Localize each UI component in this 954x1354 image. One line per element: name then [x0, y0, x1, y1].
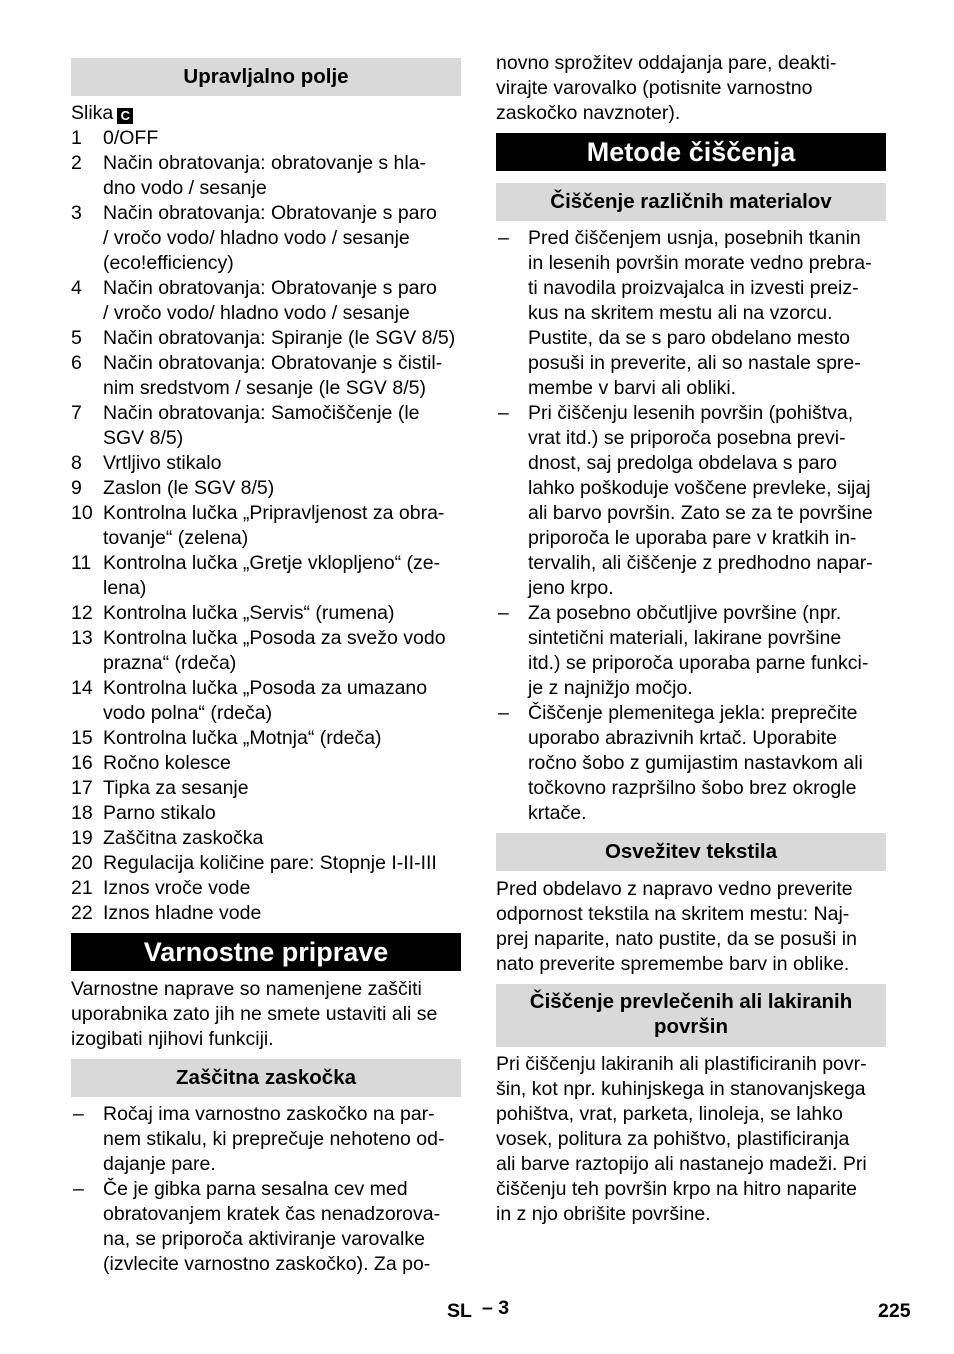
- paragraph-line: zaskočko navznoter).: [496, 102, 681, 124]
- list-item-text: lena): [103, 577, 147, 599]
- bullet-text: Za posebno občutljive površine (npr.: [528, 602, 842, 624]
- list-item-number: 13: [71, 627, 93, 649]
- paragraph-line: ali barve raztopijo ali nastanejo madeži. Pri: [496, 1153, 867, 1175]
- list-item-text: (eco!efficiency): [103, 252, 234, 274]
- list-item-text: Kontrolna lučka „Pripravljenost za obra-: [103, 502, 445, 524]
- bullet-text: jeno krpo.: [528, 577, 614, 599]
- section-heading-textiles: [496, 833, 886, 871]
- list-item-number: 6: [71, 352, 82, 374]
- list-item-number: 7: [71, 402, 82, 424]
- list-item-number: 5: [71, 327, 82, 349]
- bullet-text: krtače.: [528, 802, 587, 824]
- footer-page-number: 225: [878, 1300, 911, 1322]
- paragraph-line: in z njo obrišite površine.: [496, 1203, 711, 1225]
- list-item-text: vodo polna“ (rdeča): [103, 702, 273, 724]
- paragraph-line: Varnostne naprave so namenjene zaščiti: [71, 978, 422, 1000]
- paragraph-line: virajte varovalko (potisnite varnostno: [496, 77, 813, 99]
- list-item-text: Parno stikalo: [103, 802, 216, 824]
- bullet-text: (izvlecite varnostno zaskočko). Za po-: [103, 1253, 431, 1275]
- paragraph-line: prej naparite, nato pustite, da se posuši in: [496, 928, 857, 950]
- bullet-text: nem stikalu, ki preprečuje nehoteno od-: [103, 1128, 445, 1150]
- figure-label: Slika: [71, 102, 114, 124]
- list-item-text: Zaščitna zaskočka: [103, 827, 264, 849]
- figure-c-icon: C: [117, 108, 133, 124]
- list-item-number: 9: [71, 477, 82, 499]
- section-heading-coated: [496, 984, 886, 1047]
- bullet-text: membe v barvi ali obliki.: [528, 377, 737, 399]
- list-item-text: Kontrolna lučka „Motnja“ (rdeča): [103, 727, 382, 749]
- paragraph-line: vosek, politura za pohištvo, plastificiranja: [496, 1128, 850, 1150]
- figure-reference: [71, 101, 133, 126]
- bullet-text: ročno šobo z gumijastim nastavkom ali: [528, 752, 863, 774]
- list-item-text: Vrtljivo stikalo: [103, 452, 222, 474]
- bullet-text: točkovno razpršilno šobo brez okrogle: [528, 777, 857, 799]
- bullet-text: itd.) se priporoča uporaba parne funkci-: [528, 652, 869, 674]
- list-item-number: 8: [71, 452, 82, 474]
- section-heading-safety: Varnostne priprave: [71, 933, 461, 971]
- bullet-dash: –: [498, 602, 509, 624]
- list-item-text: Iznos vroče vode: [103, 877, 251, 899]
- bullet-text: vrat itd.) se priporoča posebna previ-: [528, 427, 846, 449]
- bullet-text: dnost, saj predolga obdelava s paro: [528, 452, 837, 474]
- list-item-number: 3: [71, 202, 82, 224]
- heading-text: Osvežitev tekstila: [604, 840, 778, 863]
- list-item-number: 14: [71, 677, 93, 699]
- bullet-text: posuši in preverite, ali so nastale spre-: [528, 352, 861, 374]
- list-item-text: Ročno kolesce: [103, 752, 231, 774]
- paragraph-line: šin, kot npr. kuhinjskega in stanovanjskega: [496, 1078, 866, 1100]
- list-item-text: nim sredstvom / sesanje (le SGV 8/5): [103, 377, 426, 399]
- list-item-text: Kontrolna lučka „Posoda za svežo vodo: [103, 627, 446, 649]
- paragraph-line: novno sprožitev oddajanja pare, deakti-: [496, 52, 837, 74]
- list-item-text: Način obratovanja: obratovanje s hla-: [103, 152, 427, 174]
- list-item-text: Zaslon (le SGV 8/5): [103, 477, 275, 499]
- bullet-text: Pred čiščenjem usnja, posebnih tkanin: [528, 227, 861, 249]
- bullet-text: Če je gibka parna sesalna cev med: [103, 1178, 408, 1200]
- bullet-text: tervalih, ali čiščenje z predhodno napar-: [528, 552, 873, 574]
- paragraph-line: pohištva, vrat, parketa, linoleja, se lahko: [496, 1103, 843, 1125]
- list-item-text: Način obratovanja: Samočiščenje (le: [103, 402, 420, 424]
- list-item-number: 20: [71, 852, 93, 874]
- list-item-text: prazna“ (rdeča): [103, 652, 237, 674]
- list-item-number: 18: [71, 802, 93, 824]
- list-item-text: Regulacija količine pare: Stopnje I-II-III: [103, 852, 437, 874]
- bullet-text: ali barvo površin. Zato se za te površine: [528, 502, 873, 524]
- list-item-number: 22: [71, 902, 93, 924]
- bullet-text: Ročaj ima varnostno zaskočko na par-: [103, 1103, 435, 1125]
- list-item-text: Način obratovanja: Obratovanje s paro: [103, 277, 437, 299]
- footer-language: SL: [447, 1300, 472, 1322]
- bullet-text: dajanje pare.: [103, 1153, 216, 1175]
- list-item-text: Tipka za sesanje: [103, 777, 249, 799]
- list-item-text: Način obratovanja: Spiranje (le SGV 8/5): [103, 327, 456, 349]
- footer-local-page: – 3: [482, 1297, 510, 1319]
- list-item-text: Kontrolna lučka „Servis“ (rumena): [103, 602, 395, 624]
- heading-text: Čiščenje različnih materialov: [550, 190, 832, 213]
- list-item-text: 0/OFF: [103, 127, 159, 149]
- paragraph-line: odpornost tekstila na skritem mestu: Naj-: [496, 903, 850, 925]
- heading-text-line: površin: [653, 1015, 729, 1038]
- paragraph-line: čiščenju teh površin krpo na hitro naparite: [496, 1178, 857, 1200]
- section-heading-controls: [71, 58, 461, 96]
- list-item-text: Kontrolna lučka „Gretje vklopljeno“ (ze-: [103, 552, 441, 574]
- bullet-text: obratovanjem kratek čas nenadzorova-: [103, 1203, 441, 1225]
- list-item-text: / vročo vodo/ hladno vodo / sesanje: [103, 227, 410, 249]
- paragraph-line: nato preverite spremembe barv in oblike.: [496, 953, 850, 975]
- paragraph-line: Pri čiščenju lakiranih ali plastificiranih povr-: [496, 1053, 867, 1075]
- list-item-number: 21: [71, 877, 93, 899]
- list-item-text: tovanje“ (zelena): [103, 527, 249, 549]
- bullet-dash: –: [73, 1178, 84, 1200]
- list-item-number: 12: [71, 602, 93, 624]
- section-heading-materials: [496, 183, 886, 221]
- bullet-dash: –: [498, 227, 509, 249]
- list-item-number: 17: [71, 777, 93, 799]
- bullet-text: Pri čiščenju lesenih površin (pohištva,: [528, 402, 854, 424]
- list-item-number: 2: [71, 152, 82, 174]
- list-item-text: Način obratovanja: Obratovanje s čistil-: [103, 352, 443, 374]
- section-heading-methods: Metode čiščenja: [496, 133, 886, 171]
- paragraph-line: Pred obdelavo z napravo vedno preverite: [496, 878, 853, 900]
- paragraph-line: izogibati njihovi funkciji.: [71, 1028, 274, 1050]
- bullet-text: Pustite, da se s paro obdelano mesto: [528, 327, 850, 349]
- bullet-text: in lesenih površin morate vedno prebra-: [528, 252, 872, 274]
- heading-text-line: Čiščenje prevlečenih ali lakiranih: [529, 990, 853, 1013]
- bullet-dash: –: [498, 702, 509, 724]
- list-item-number: 15: [71, 727, 93, 749]
- list-item-text: Način obratovanja: Obratovanje s paro: [103, 202, 437, 224]
- bullet-text: lahko poškoduje voščene prevleke, sijaj: [528, 477, 871, 499]
- bullet-text: je z najnižjo močjo.: [528, 677, 693, 699]
- bullet-text: ti navodila proizvajalca in izvesti preiz-: [528, 277, 859, 299]
- list-item-number: 11: [71, 552, 92, 574]
- list-item-number: 16: [71, 752, 93, 774]
- list-item-number: 10: [71, 502, 93, 524]
- list-item-text: Iznos hladne vode: [103, 902, 262, 924]
- bullet-text: na, se priporoča aktiviranje varovalke: [103, 1228, 425, 1250]
- bullet-text: kus na skritem mestu ali na vzorcu.: [528, 302, 833, 324]
- bullet-dash: –: [498, 402, 509, 424]
- list-item-text: dno vodo / sesanje: [103, 177, 267, 199]
- list-item-number: 1: [71, 127, 82, 149]
- list-item-text: / vročo vodo/ hladno vodo / sesanje: [103, 302, 410, 324]
- bullet-text: Čiščenje plemenitega jekla: preprečite: [528, 702, 858, 724]
- heading-text: Zaščitna zaskočka: [175, 1066, 357, 1089]
- heading-text: Upravljalno polje: [183, 65, 349, 88]
- bullet-text: priporoča le uporaba pare v kratkih in-: [528, 527, 857, 549]
- paragraph-line: uporabnika zato jih ne smete ustaviti ali se: [71, 1003, 438, 1025]
- bullet-text: sintetični materiali, lakirane površine: [528, 627, 842, 649]
- section-heading-latch: [71, 1059, 461, 1097]
- list-item-number: 4: [71, 277, 82, 299]
- list-item-number: 19: [71, 827, 93, 849]
- list-item-text: SGV 8/5): [103, 427, 184, 449]
- list-item-text: Kontrolna lučka „Posoda za umazano: [103, 677, 428, 699]
- bullet-dash: –: [73, 1103, 84, 1125]
- bullet-text: uporabo abrazivnih krtač. Uporabite: [528, 727, 837, 749]
